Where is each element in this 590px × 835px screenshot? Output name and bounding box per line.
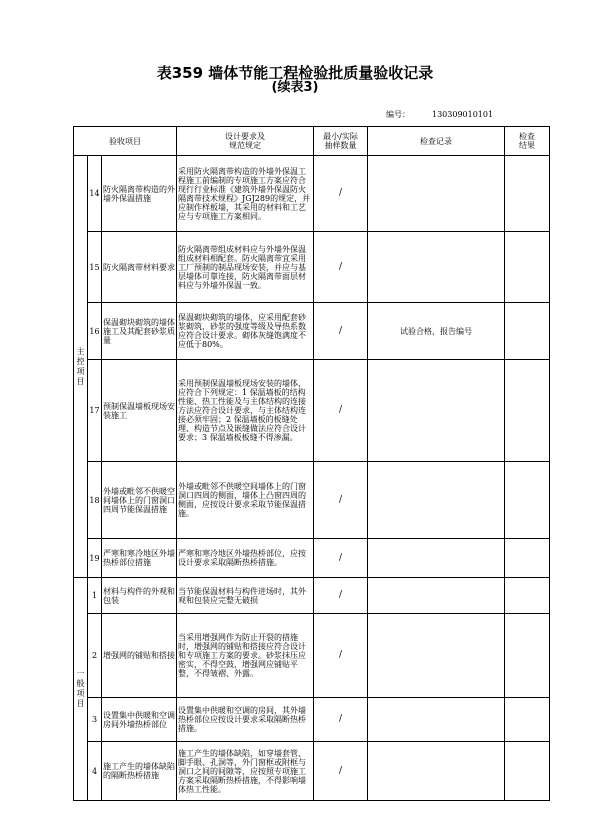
row-requirement: 施工产生的墙体缺陷，如穿墙套管、脚手眼、孔洞等，外门窗框或附框与洞口之间的间隙等，应按照专项施工方案采取隔断热桥措施，不得影响墙体热工性能。 — [177, 742, 314, 801]
row-requirement: 外墙或毗邻不供暖空间墙体上的门窗洞口四周的侧面，墙体上凸窗四周的侧面，应按设计要求采取节能保温措施。 — [177, 462, 314, 539]
row-record — [368, 462, 505, 539]
row-number: 2 — [88, 614, 102, 698]
table-row — [74, 360, 550, 462]
row-result — [505, 360, 550, 462]
row-item: 保温砌块砌筑的墙体施工及其配套砂浆质量 — [102, 303, 177, 360]
row-requirement: 设置集中供暖和空调的房间，其外墙热桥部位应按设计要求采取隔断热桥措施。 — [177, 698, 314, 742]
row-quantity: / — [314, 539, 368, 578]
row-result — [505, 303, 550, 360]
code-label: 编号： — [386, 110, 410, 119]
header-result: 检查 结果 — [505, 127, 550, 156]
row-item: 防火隔离带材料要求 — [102, 232, 177, 303]
main-section-label: 主控项目 — [74, 156, 88, 578]
row-result — [505, 614, 550, 698]
row-result — [505, 742, 550, 801]
table-row — [74, 232, 550, 303]
row-number: 4 — [88, 742, 102, 801]
row-quantity: / — [314, 742, 368, 801]
row-result — [505, 698, 550, 742]
row-requirement: 保温砌块砌筑的墙体，应采用配套砂浆砌筑，砂浆的强度等级及导热系数应符合设计要求。砌体灰缝饱满度不应低于80%。 — [177, 303, 314, 360]
row-number: 19 — [88, 539, 102, 578]
row-item: 增强网的铺贴和搭接 — [102, 614, 177, 698]
row-result — [505, 232, 550, 303]
row-number: 15 — [88, 232, 102, 303]
table-row — [74, 742, 550, 801]
row-result — [505, 156, 550, 232]
row-record — [368, 698, 505, 742]
row-requirement: 当采用增强网作为防止开裂的措施时，增强网的铺贴和搭接应符合设计和专项施工方案的要求。砂浆抹压应密实，不得空鼓，增强网应铺贴平整，不得皱褶、外露。 — [177, 614, 314, 698]
table-row — [74, 156, 550, 232]
row-item: 严寒和寒冷地区外墙热桥部位措施 — [102, 539, 177, 578]
row-record — [368, 156, 505, 232]
header-quantity: 最小/实际 抽样数量 — [314, 127, 368, 156]
row-record — [368, 539, 505, 578]
row-record — [368, 742, 505, 801]
row-number: 3 — [88, 698, 102, 742]
general-section-label: 一般项目 — [74, 578, 88, 801]
table-row — [74, 539, 550, 578]
row-item: 设置集中供暖和空调房间外墙热桥部位 — [102, 698, 177, 742]
row-quantity: / — [314, 156, 368, 232]
record-code — [386, 109, 493, 120]
header-item: 验收项目 — [74, 127, 177, 156]
row-quantity: / — [314, 303, 368, 360]
row-result — [505, 539, 550, 578]
header-record: 检查记录 — [368, 127, 505, 156]
row-result — [505, 462, 550, 539]
row-quantity: / — [314, 232, 368, 303]
page-subtitle: (续表3) — [271, 80, 319, 95]
row-result — [505, 578, 550, 614]
row-number: 17 — [88, 360, 102, 462]
table-row — [74, 578, 550, 614]
row-item: 施工产生的墙体缺陷的隔断热桥措施 — [102, 742, 177, 801]
row-requirement: 防火隔离带组成材料应与外墙外保温组成材料相配套。防火隔离带宜采用工厂预制的制品现场安装，并应与基层墙体可靠连接，防火隔离带面层材料应与外墙外保温一致。 — [177, 232, 314, 303]
table-row — [74, 462, 550, 539]
row-number: 18 — [88, 462, 102, 539]
row-quantity: / — [314, 578, 368, 614]
row-number: 14 — [88, 156, 102, 232]
row-item: 外墙或毗邻不供暖空间墙体上的门窗洞口四周节能保温措施 — [102, 462, 177, 539]
row-record — [368, 578, 505, 614]
row-quantity: / — [314, 462, 368, 539]
row-record: 试验合格，报告编号 — [368, 303, 505, 360]
row-requirement: 当节能保温材料与构件进场时，其外观和包装应完整无破损 — [177, 578, 314, 614]
row-quantity: / — [314, 614, 368, 698]
row-number: 1 — [88, 578, 102, 614]
row-requirement: 严寒和寒冷地区外墙热桥部位，应按设计要求采取隔断热桥措施。 — [177, 539, 314, 578]
table-row — [74, 303, 550, 360]
code-value: 130309010101 — [432, 110, 494, 119]
row-item: 预制保温墙板现场安装施工 — [102, 360, 177, 462]
row-number: 16 — [88, 303, 102, 360]
row-record — [368, 614, 505, 698]
header-requirement: 设计要求及 规范规定 — [177, 127, 314, 156]
row-quantity: / — [314, 360, 368, 462]
inspection-table — [73, 126, 550, 801]
page-title: 表359 墙体节能工程检验批质量验收记录 — [156, 64, 434, 82]
row-item: 防火隔离带构造的外墙外保温措施 — [102, 156, 177, 232]
header-row — [74, 127, 550, 156]
row-requirement: 采用防火隔离带构造的外墙外保温工程施工前编制的专项施工方案应符合现行行业标准《建筑外墙外保温防火隔离带技术规程》JGJ289的规定，并应制作样板墙，其采用的材料和工艺应与专项施工方案相同。 — [177, 156, 314, 232]
row-requirement: 采用预制保温墙板现场安装的墙体，应符合下列规定：1 保温墙板的结构性能、热工性能及与主体结构的连接方法应符合设计要求，与主体结构连接必须牢固；2 保温墙板的板缝处理、构造节点及嵌缝做法应符合设计要求；3 保温墙板板缝不得渗漏。 — [177, 360, 314, 462]
row-quantity: / — [314, 698, 368, 742]
table-row — [74, 698, 550, 742]
row-item: 材料与构件的外观和包装 — [102, 578, 177, 614]
row-record — [368, 360, 505, 462]
row-record — [368, 232, 505, 303]
table-row — [74, 614, 550, 698]
